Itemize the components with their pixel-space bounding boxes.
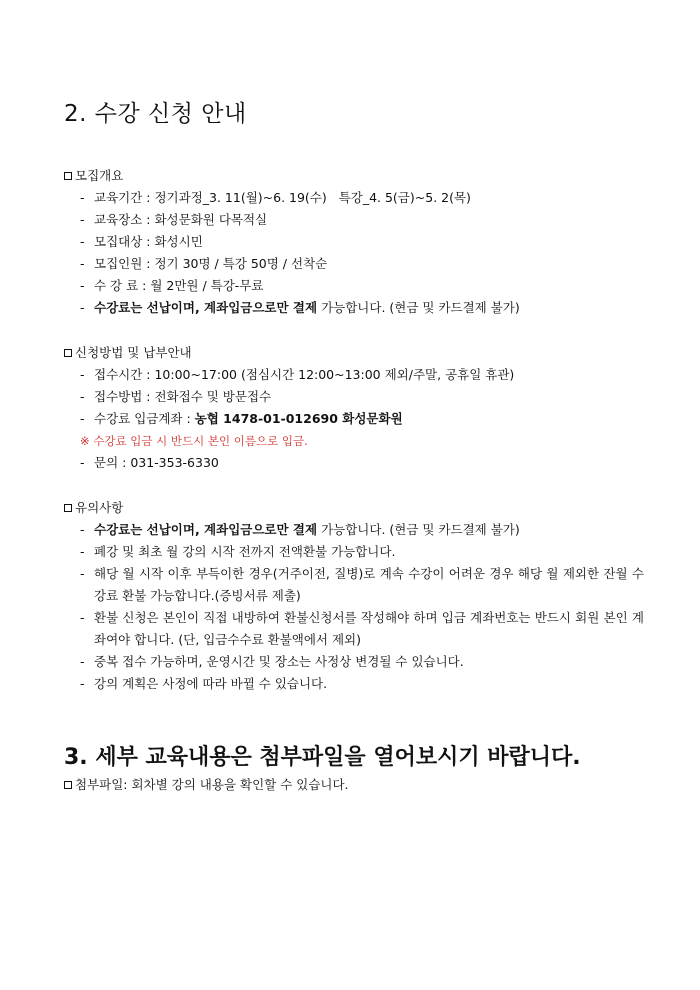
deposit-note-text: ※ 수강료 입금 시 반드시 본인 이름으로 입금. xyxy=(80,434,308,448)
method-label: 접수방법 : xyxy=(94,389,155,404)
list-item: - 중복 접수 가능하며, 운영시간 및 장소는 사정상 변경될 수 있습니다. xyxy=(80,654,464,669)
caution-item3: 해당 월 시작 이후 부득이한 경우(거주이전, 질병)로 계속 수강이 어려운 경우 해당 월 제외한 잔월 수강료 환불 가능합니다.(증빙서류 제출) xyxy=(94,566,644,603)
list-item: - 해당 월 시작 이후 부득이한 경우(거주이전, 질병)로 계속 수강이 어려운 경우 해당 월 제외한 잔월 수강료 환불 가능합니다.(증빙서류 제출) xyxy=(80,566,644,603)
fee-value: 월 2만원 / 특강-무료 xyxy=(150,278,264,293)
contact-label: 문의 : xyxy=(94,455,131,470)
place-value: 화성문화원 다목적실 xyxy=(154,212,268,227)
list-item: - 수강료는 선납이며, 계좌입금으로만 결제 가능합니다. (현금 및 카드결제 불가) xyxy=(80,522,520,537)
checkbox-square-icon xyxy=(64,349,72,357)
caution-item5: 중복 접수 가능하며, 운영시간 및 장소는 사정상 변경될 수 있습니다. xyxy=(94,654,464,669)
list-item: - 환불 신청은 본인이 직접 내방하여 환불신청서를 작성해야 하며 입금 계좌번호는 반드시 회원 본인 계좌여야 합니다. (단, 입금수수료 환불액에서 제외) xyxy=(80,610,644,647)
contact-value: 031-353-6330 xyxy=(130,455,219,470)
time-label: 접수시간 : xyxy=(94,367,155,382)
list-item: - 교육기간 : 정기과정_3. 11(월)~6. 19(수) 특강_4. 5(금)~5. 2(목) xyxy=(80,190,471,205)
caution-heading: 유의사항 xyxy=(75,500,124,515)
list-item: - 폐강 및 최초 월 강의 시작 전까지 전액환불 가능합니다. xyxy=(80,544,396,559)
place-label: 교육장소 : xyxy=(94,212,155,227)
attachment-text: 첨부파일: 회차별 강의 내용을 확인할 수 있습니다. xyxy=(75,777,349,792)
section3-title: 3. 세부 교육내용은 첨부파일을 열어보시기 바랍니다. xyxy=(64,745,581,770)
recruit-heading-row xyxy=(64,165,644,187)
attachment-note xyxy=(64,774,349,796)
caution-section xyxy=(64,497,644,695)
list-item: - 접수방법 : 전화접수 및 방문접수 xyxy=(80,389,272,404)
list-item: - 수강료는 선납이며, 계좌입금으로만 결제 가능합니다. (현금 및 카드결제 불가) xyxy=(80,300,520,315)
target-value: 화성시민 xyxy=(154,234,203,249)
count-value: 정기 30명 / 특강 50명 / 선착순 xyxy=(154,256,328,271)
apply-heading: 신청방법 및 납부안내 xyxy=(75,345,192,360)
account-value: 농협 1478-01-012690 화성문화원 xyxy=(194,411,403,426)
recruit-section xyxy=(64,165,644,319)
target-label: 모집대상 : xyxy=(94,234,155,249)
checkbox-square-icon xyxy=(64,504,72,512)
payment-bold-text: 수강료는 선납이며, 계좌입금으로만 결제 xyxy=(94,300,318,315)
recruit-heading: 모집개요 xyxy=(75,168,124,183)
count-label: 모집인원 : xyxy=(94,256,155,271)
payment-rest-text: 가능합니다. (현금 및 카드결제 불가) xyxy=(317,300,520,315)
checkbox-square-icon xyxy=(64,781,72,789)
caution-item4: 환불 신청은 본인이 직접 내방하여 환불신청서를 작성해야 하며 입금 계좌번호는 반드시 회원 본인 계좌여야 합니다. (단, 입금수수료 환불액에서 제외) xyxy=(94,610,644,647)
apply-heading-row xyxy=(64,342,644,364)
list-item: - 교육장소 : 화성문화원 다목적실 xyxy=(80,212,268,227)
period-value: 정기과정_3. 11(월)~6. 19(수) 특강_4. 5(금)~5. 2(목) xyxy=(154,190,471,205)
list-item: - 문의 : 031-353-6330 xyxy=(80,455,219,470)
period-label: 교육기간 : xyxy=(94,190,155,205)
caution-item6: 강의 계획은 사정에 따라 바뀔 수 있습니다. xyxy=(94,676,328,691)
apply-section xyxy=(64,342,644,474)
caution-item1-bold: 수강료는 선납이며, 계좌입금으로만 결제 xyxy=(94,522,318,537)
caution-item1-rest: 가능합니다. (현금 및 카드결제 불가) xyxy=(317,522,520,537)
checkbox-square-icon xyxy=(64,172,72,180)
list-item: - 강의 계획은 사정에 따라 바뀔 수 있습니다. xyxy=(80,676,328,691)
list-item: - 접수시간 : 10:00~17:00 (점심시간 12:00~13:00 제외/주말, 공휴일 휴관) xyxy=(80,367,515,382)
method-value: 전화접수 및 방문접수 xyxy=(154,389,272,404)
list-item: - 모집대상 : 화성시민 xyxy=(80,234,203,249)
list-item: - 수강료 입금계좌 : 농협 1478-01-012690 화성문화원 xyxy=(80,411,403,426)
section2-title: 2. 수강 신청 안내 xyxy=(64,101,247,127)
list-item: - 수 강 료 : 월 2만원 / 특강-무료 xyxy=(80,278,264,293)
list-item: - 모집인원 : 정기 30명 / 특강 50명 / 선착순 xyxy=(80,256,328,271)
fee-label: 수 강 료 : xyxy=(94,278,151,293)
time-value: 10:00~17:00 (점심시간 12:00~13:00 제외/주말, 공휴일 휴관) xyxy=(154,367,515,382)
caution-heading-row xyxy=(64,497,644,519)
account-label: 수강료 입금계좌 : xyxy=(94,411,195,426)
caution-item2: 폐강 및 최초 월 강의 시작 전까지 전액환불 가능합니다. xyxy=(94,544,396,559)
deposit-note xyxy=(64,430,644,452)
